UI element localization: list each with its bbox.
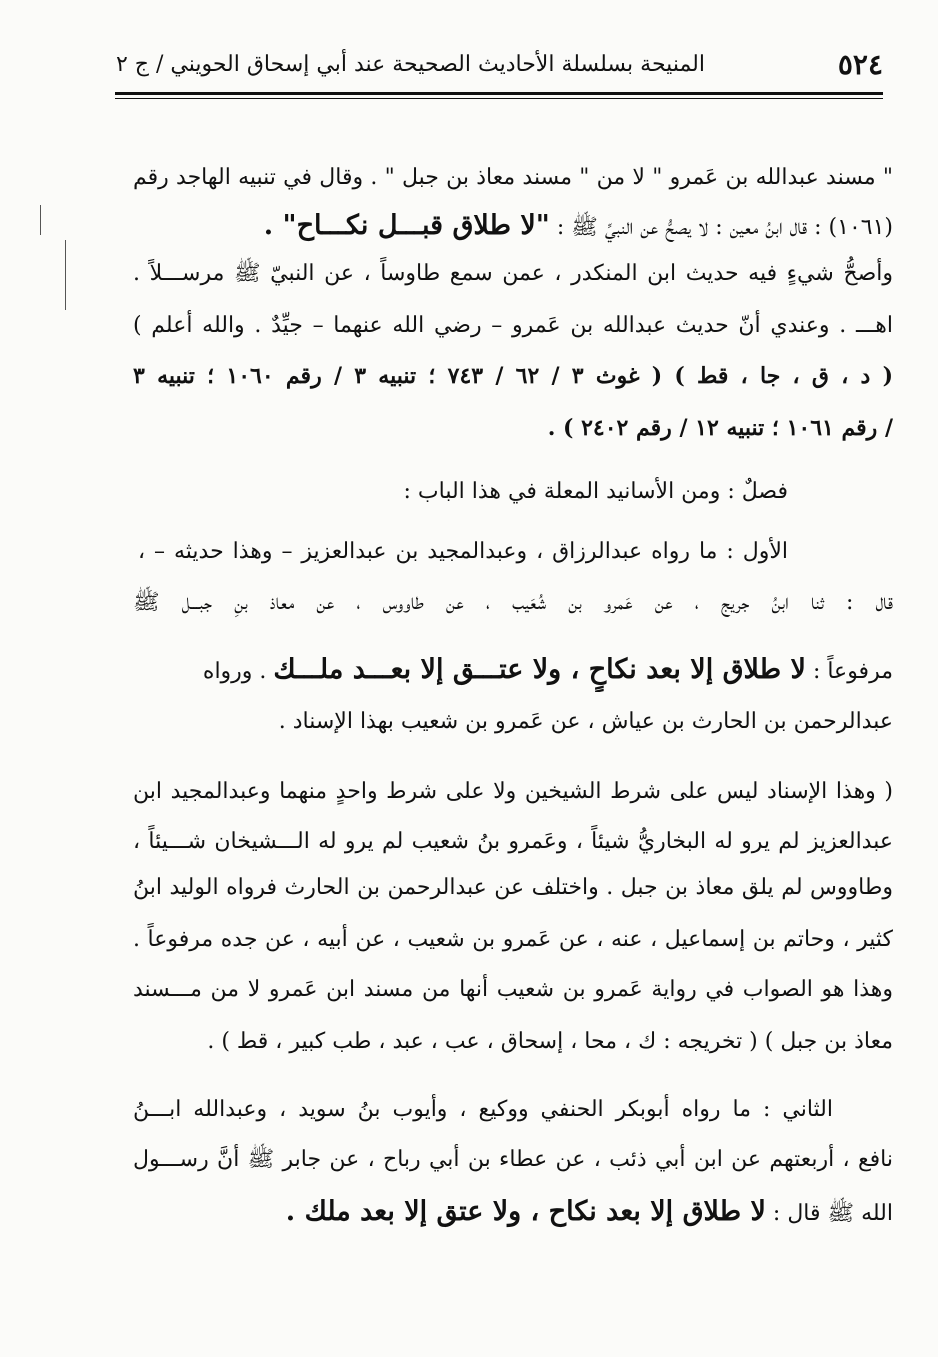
margin-mark xyxy=(65,240,66,310)
page-header xyxy=(115,40,883,95)
text-line-16: وهذا هو الصواب في رواية عَمرو بن شعيب أنها من مسند ابن عَمرو لا من مـــسند xyxy=(133,977,893,1002)
text-line-20-part-1: الله ﷺ قال : xyxy=(772,1201,893,1226)
text-line-2 xyxy=(133,206,893,248)
margin-mark xyxy=(40,205,41,235)
hadith-quote-2: لا طلاق إلا بعد نكاحٍ ، ولا عتـــق إلا بعـــد ملـــك xyxy=(273,654,806,685)
text-line-19: نافع ، أربعتهم عن ابن أبي ذئب ، عن عطاء بن أبي رباح ، عن جابر ﷺ أنَّ رســـول xyxy=(133,1147,893,1172)
text-line-10-part-1: مرفوعاً : xyxy=(812,659,893,684)
hadith-quote-1: "لا طلاق قبـــل نكـــاح" . xyxy=(263,210,550,241)
text-line-1: " مسند عبدالله بن عَمرو " لا من " مسند معاذ بن جبل " . وقال في تنبيه الهاجد رقم xyxy=(133,165,893,190)
text-line-10-part-3: . ورواه xyxy=(202,659,267,684)
page-number: ٥٢٤ xyxy=(837,48,883,81)
text-line-14: وطاووس لم يلق معاذ بن جبل . واختلف عن عبدالرحمن بن الحارث فرواه الوليد ابنُ xyxy=(133,875,893,900)
text-line-20 xyxy=(133,1192,893,1234)
text-line-5: ( د ، ق ، جا ، قط ) ( غوث ٣ / ٦٢ / ٧٤٣ ؛ تنبيه ٣ / رقم ١٠٦٠ ؛ تنبيه ٣ xyxy=(133,363,893,389)
text-line-18: الثاني : ما رواه أبوبكر الحنفي ووكيع ، وأيوب بنُ سويد ، وعبدالله ابـــنُ xyxy=(133,1097,833,1122)
section-heading: فصلٌ : ومن الأسانيد المعلة في هذا الباب : xyxy=(403,479,788,504)
text-line-2-part-1: (١٠٦١) : قال ابنُ معين : لا يصحُّ عن النبيِّ ﷺ : xyxy=(556,215,893,240)
header-rule-thin xyxy=(115,98,883,99)
text-line-4: اهـــ . وعندي أنّ حديث عبدالله بن عَمرو – رضي الله عنهما – جيِّدٌ . والله أعلم ) xyxy=(133,313,893,338)
text-line-8: الأول : ما رواه عبدالرزاق ، وعبدالمجيد بن عبدالعزيز – وهذا حديثه – ، xyxy=(138,539,788,564)
header-rule-thick xyxy=(115,92,883,95)
text-line-3: وأصحُّ شيءٍ فيه حديث ابن المنكدر ، عمن سمع طاوساً ، عن النبيّ ﷺ مرســـلاً . xyxy=(133,261,893,286)
running-title: المنيحة بسلسلة الأحاديث الصحيحة عند أبي إسحاق الحويني / ج ٢ xyxy=(115,52,705,77)
text-line-10 xyxy=(133,650,893,692)
text-line-13: عبدالعزيز لم يرو له البخاريُّ شيئاً ، وعَمرو بنُ شعيب لم يرو له الـــشيخان شـــيئاً ، xyxy=(133,829,893,854)
text-line-12: ( وهذا الإسناد ليس على شرط الشيخين ولا على شرط واحدٍ منهما وعبدالمجيد ابن xyxy=(133,779,893,804)
text-line-15: كثير ، وحاتم بن إسماعيل ، عنه ، عن عَمرو بن شعيب ، عن أبيه ، عن جده مرفوعاً . xyxy=(133,927,893,952)
text-line-6: / رقم ١٠٦١ ؛ تنبيه ١٢ / رقم ٢٤٠٢ ) . xyxy=(547,415,893,441)
text-line-17: معاذ بن جبل ) ( تخريجه : ك ، محا ، إسحاق ، عب ، عبد ، طب كبير ، قط ) . xyxy=(207,1029,893,1054)
text-line-9: قال : ثنا ابنُ جريج ، عن عَمرو بن شُعَيب ، عن طاووس ، عن معاذ بنِ جبـــل ﷺ xyxy=(133,590,893,615)
hadith-quote-3: لا طلاق إلا بعد نكاح ، ولا عتق إلا بعد ملك . xyxy=(285,1196,766,1227)
text-line-11: عبدالرحمن بن الحارث بن عياش ، عن عَمرو بن شعيب بهذا الإسناد . xyxy=(278,709,893,734)
